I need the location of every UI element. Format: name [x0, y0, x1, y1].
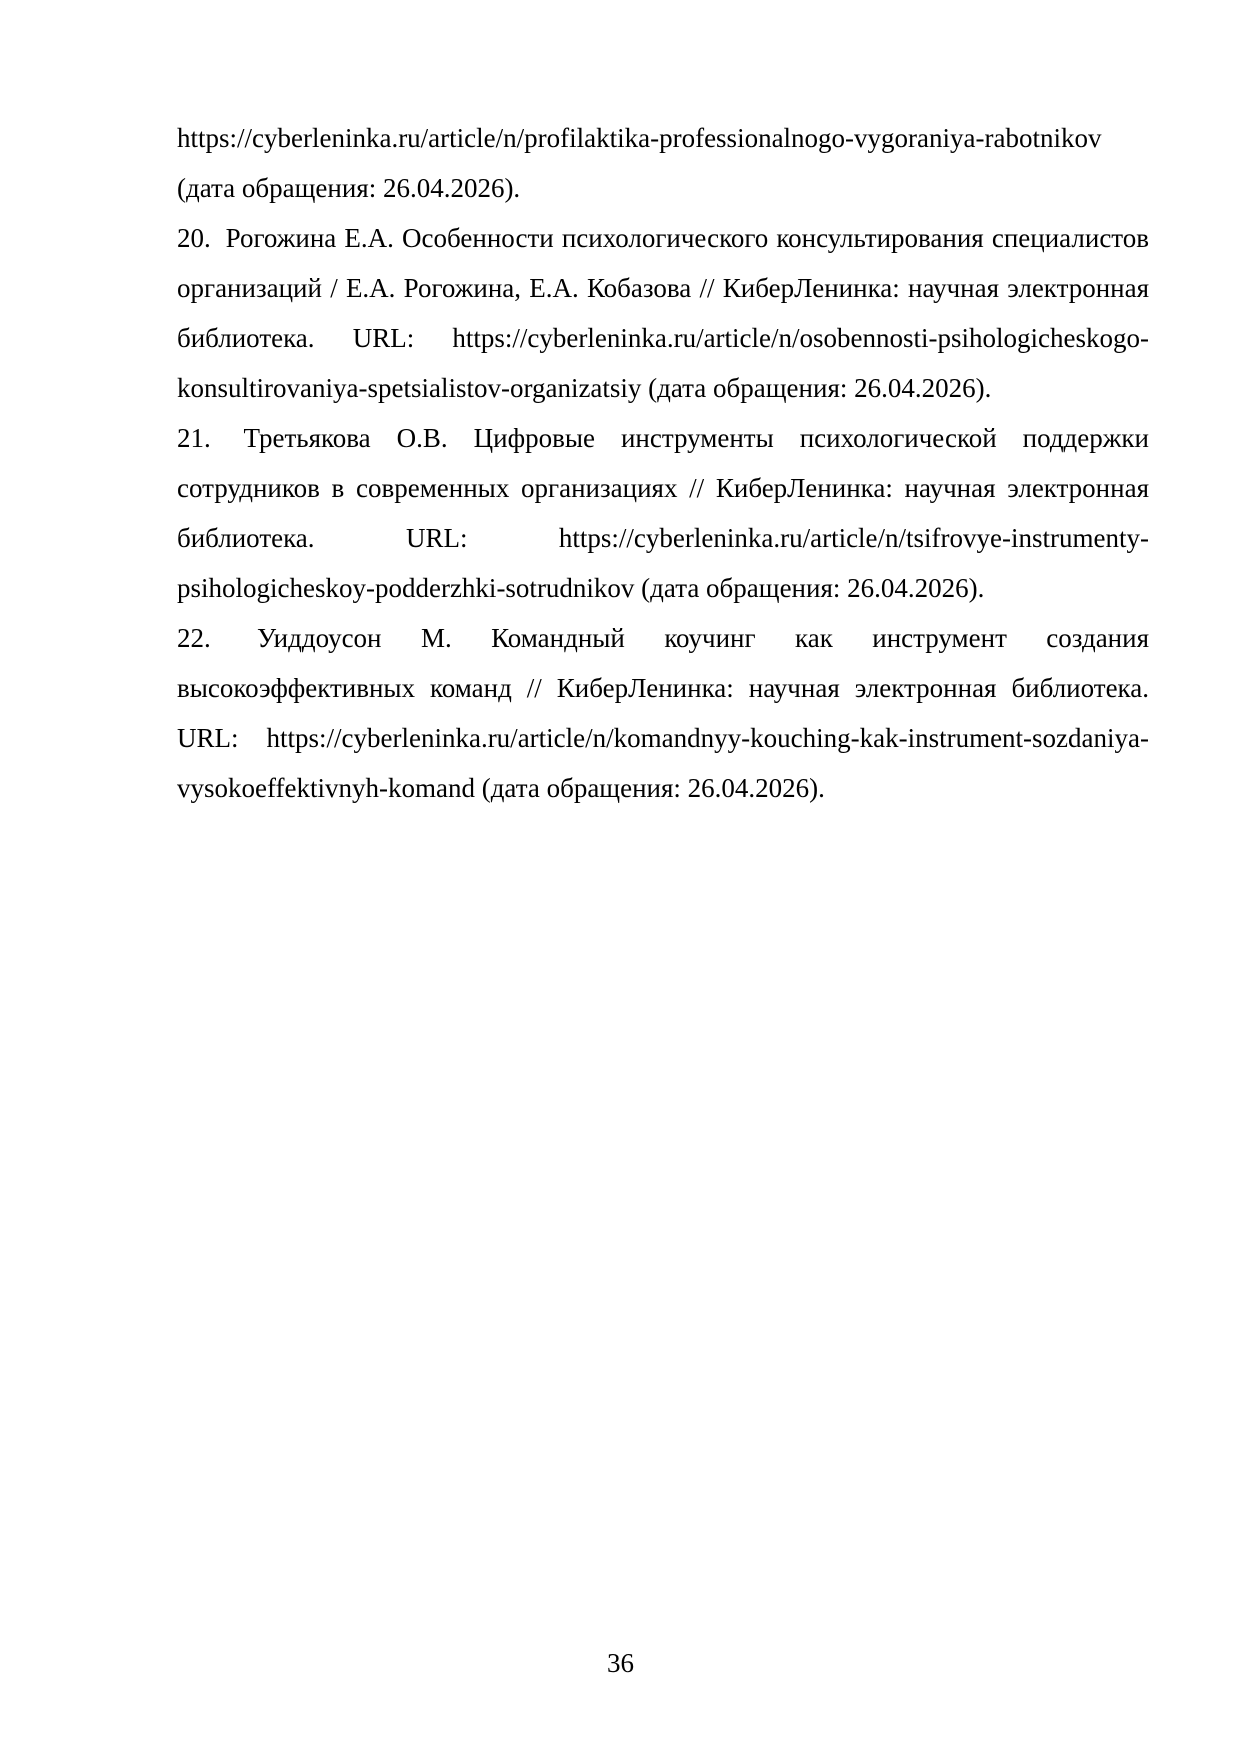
reference-text: Уиддоусон М. Командный коучинг как инструмент создания высокоэффективных команд // КиберЛенинка: научная электронная библиотека. URL: https://cyberleninka.ru/article/n/komandnyy-kouching-kak-instrument-sozdaniya-vysokoeffektivnyh-komand (дата обращения: 26.04.2026).: [177, 623, 1149, 803]
reference-number: 22.: [177, 623, 211, 653]
reference-entry-21: [177, 413, 1149, 613]
reference-list: [177, 113, 1149, 813]
reference-text: Третьякова О.В. Цифровые инструменты психологической поддержки сотрудников в современных организациях // КиберЛенинка: научная электронная библиотека. URL: https://cyberleninka.ru/article/n/tsifrovye-instrumenty-psihologicheskoy-podderzhki-sotrudnikov (дата обращения: 26.04.2026).: [177, 423, 1150, 603]
reference-entry-20: [177, 213, 1149, 413]
reference-entry-continued: [177, 113, 1149, 213]
reference-text: https://cyberleninka.ru/article/n/profilaktika-professionalnogo-vygoraniya-rabotnikov (дата обращения: 26.04.2026).: [177, 123, 1102, 203]
reference-number: 20.: [177, 223, 211, 253]
reference-text: Рогожина Е.А. Особенности психологического консультирования специалистов организаций / Е.А. Рогожина, Е.А. Кобазова // КиберЛенинка: научная электронная библиотека. URL: https://cyberleninka.ru/article/n/osobennosti-psihologicheskogo-konsultirovaniya-spetsialistov-organizatsiy (дата обращения: 26.04.2026).: [177, 223, 1150, 403]
reference-number: 21.: [177, 423, 211, 453]
page-number: 36: [607, 1648, 634, 1678]
reference-entry-22: [177, 613, 1149, 813]
